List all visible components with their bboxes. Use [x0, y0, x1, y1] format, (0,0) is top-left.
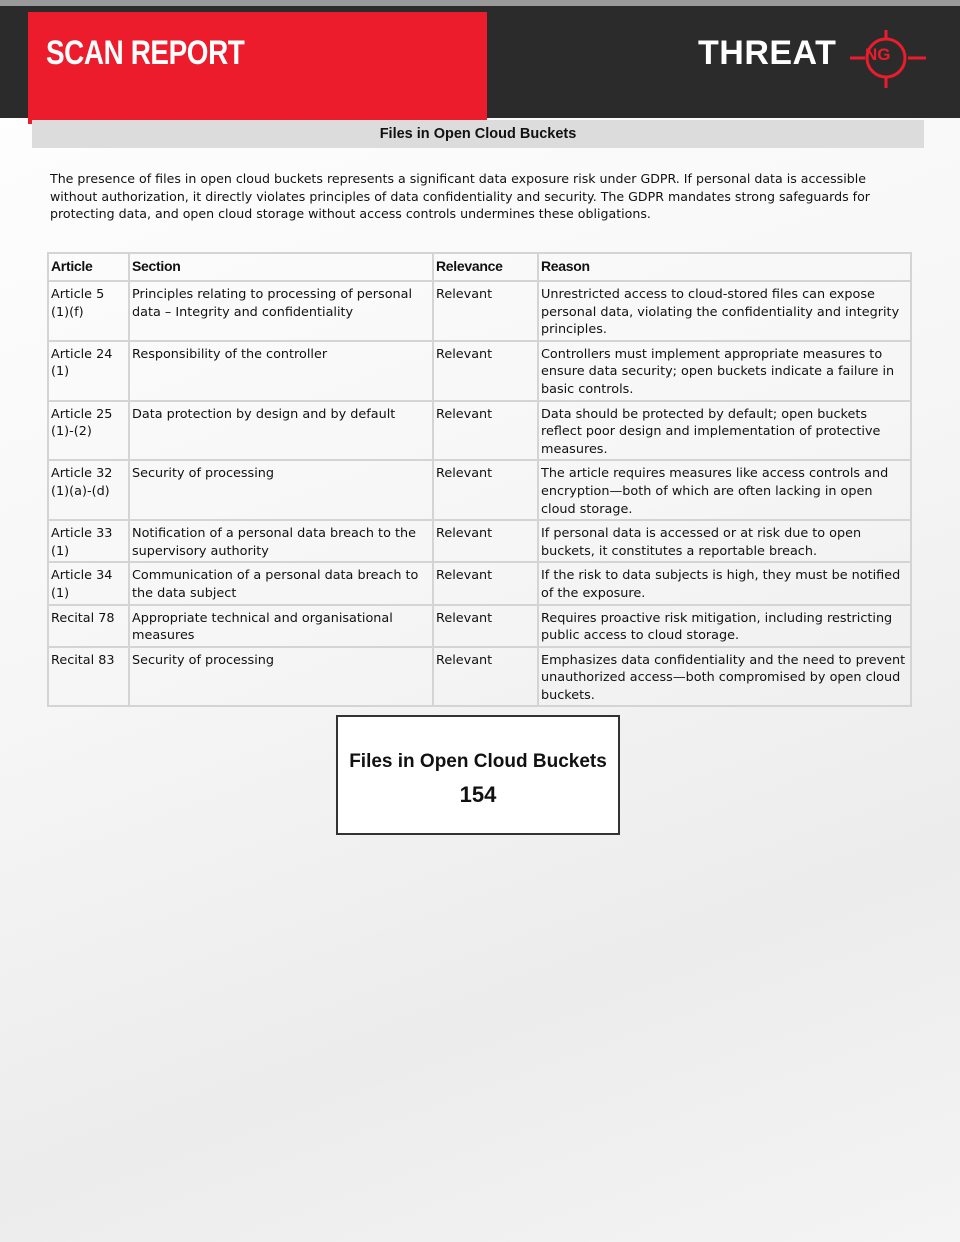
relevance-cell: Relevant [433, 605, 538, 647]
article-cell: Article 25 (1)-(2) [48, 401, 129, 461]
table-row [48, 562, 911, 604]
header-title-panel [28, 12, 487, 124]
table-row [48, 401, 911, 461]
section-cell: Data protection by design and by default [129, 401, 433, 461]
file-count-label: Files in Open Cloud Buckets [349, 751, 607, 772]
section-cell: Responsibility of the controller [129, 341, 433, 401]
reason-cell: Data should be protected by default; open buckets reflect poor design and implementation of protective measures. [538, 401, 911, 461]
article-cell: Article 5 (1)(f) [48, 281, 129, 341]
reason-cell: The article requires measures like access controls and encryption—both of which are often lacking in open cloud storage. [538, 460, 911, 520]
relevance-cell: Relevant [433, 520, 538, 562]
article-cell: Article 33 (1) [48, 520, 129, 562]
section-cell: Appropriate technical and organisational measures [129, 605, 433, 647]
gdpr-table [47, 252, 912, 707]
reason-cell: Emphasizes data confidentiality and the need to prevent unauthorized access—both compromised by open cloud buckets. [538, 647, 911, 707]
table-row [48, 460, 911, 520]
section-title: Files in Open Cloud Buckets [32, 120, 924, 148]
relevance-cell: Relevant [433, 460, 538, 520]
section-cell: Communication of a personal data breach to the data subject [129, 562, 433, 604]
relevance-cell: Relevant [433, 562, 538, 604]
article-cell: Recital 78 [48, 605, 129, 647]
table-row [48, 647, 911, 707]
reason-cell: If personal data is accessed or at risk due to open buckets, it constitutes a reportable breach. [538, 520, 911, 562]
intro-paragraph: The presence of files in open cloud buckets represents a significant data exposure risk under GDPR. If personal data is accessible without authorization, it directly violates principles of data confidentiality and security. The GDPR mandates strong safeguards for protecting data, and open cloud storage without access controls undermines these obligations. [50, 171, 870, 221]
section-cell: Security of processing [129, 460, 433, 520]
logo-text: THREAT [698, 34, 837, 72]
report-title: SCAN REPORT [46, 34, 245, 72]
reason-cell: Unrestricted access to cloud-stored files can expose personal data, violating the confidentiality and integrity principles. [538, 281, 911, 341]
section-cell: Notification of a personal data breach to the supervisory authority [129, 520, 433, 562]
table-row [48, 520, 911, 562]
logo-suffix: NG [865, 45, 891, 64]
reason-cell: If the risk to data subjects is high, they must be notified of the exposure. [538, 562, 911, 604]
report-header [0, 0, 960, 118]
relevance-cell: Relevant [433, 647, 538, 707]
column-header-article: Article [48, 253, 129, 281]
article-cell: Article 34 (1) [48, 562, 129, 604]
relevance-cell: Relevant [433, 281, 538, 341]
article-cell: Recital 83 [48, 647, 129, 707]
table-row [48, 281, 911, 341]
article-cell: Article 24 (1) [48, 341, 129, 401]
table-row [48, 605, 911, 647]
section-cell: Principles relating to processing of personal data – Integrity and confidentiality [129, 281, 433, 341]
column-header-section: Section [129, 253, 433, 281]
file-count-box [336, 715, 620, 835]
relevance-cell: Relevant [433, 401, 538, 461]
table-header-row [48, 253, 911, 281]
article-cell: Article 32 (1)(a)-(d) [48, 460, 129, 520]
table-row [48, 341, 911, 401]
column-header-reason: Reason [538, 253, 911, 281]
relevance-cell: Relevant [433, 341, 538, 401]
column-header-relevance: Relevance [433, 253, 538, 281]
reason-cell: Controllers must implement appropriate measures to ensure data security; open buckets indicate a failure in basic controls. [538, 341, 911, 401]
threatng-logo [698, 30, 930, 86]
reason-cell: Requires proactive risk mitigation, including restricting public access to cloud storage. [538, 605, 911, 647]
section-cell: Security of processing [129, 647, 433, 707]
file-count-value: 154 [459, 782, 497, 807]
